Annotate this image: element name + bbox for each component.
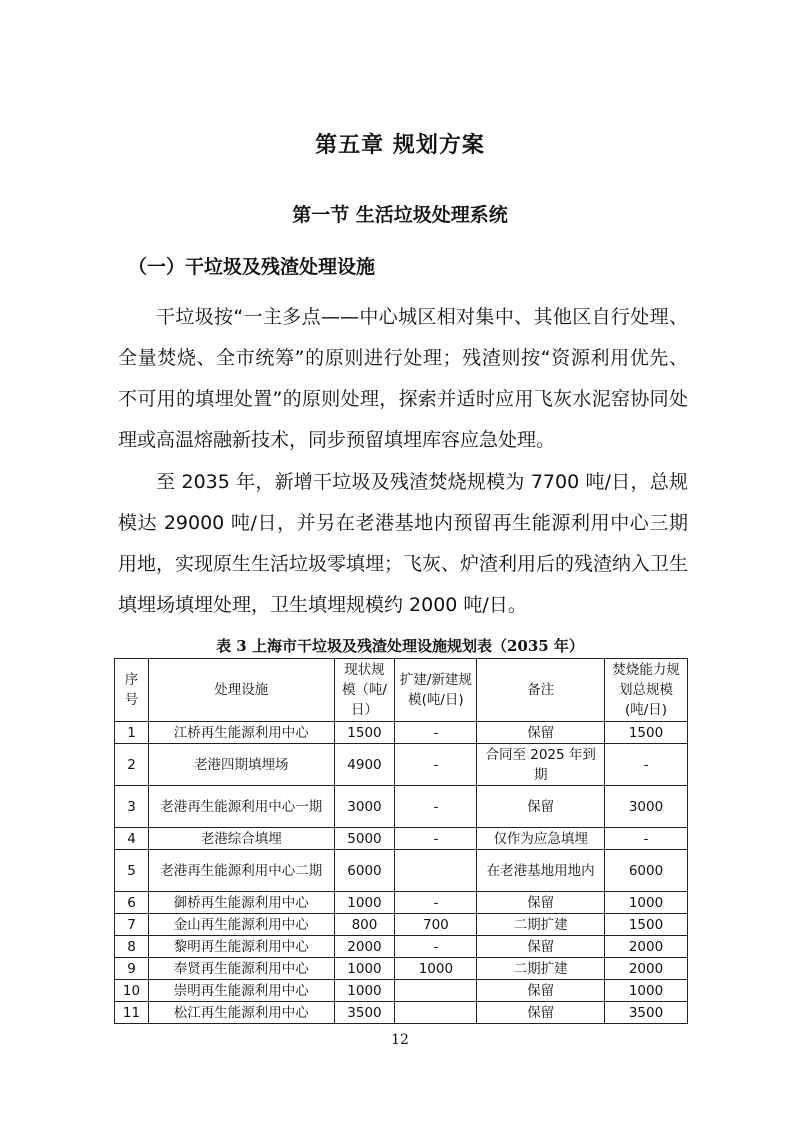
section-title: 第一节 生活垃圾处理系统 (292, 204, 508, 226)
cell-total: - (605, 828, 688, 850)
body-paragraph: 至 2035 年，新增干垃圾及残渣焚烧规模为 7700 吨/日，总规模达 29000 吨/日，并另在老港基地内预留再生能源利用中心三期用地，实现原生生活垃圾零填埋；飞灰、炉渣利用后的残渣纳入卫生填埋场填埋处理，卫生填埋规模约 2000 吨/日。 (118, 471, 689, 616)
header-current-scale: 现状规模（吨/日） (334, 659, 395, 722)
cell-expansion: 1000 (395, 958, 477, 980)
cell-expansion (395, 980, 477, 1002)
cell-total: - (605, 744, 688, 786)
cell-no: 3 (115, 786, 149, 828)
subsection-title: （一）干垃圾及残渣处理设施 (128, 256, 376, 278)
cell-expansion: 700 (395, 914, 477, 936)
table-row (115, 914, 688, 936)
cell-total: 3000 (605, 786, 688, 828)
cell-total: 2000 (605, 936, 688, 958)
cell-note: 二期扩建 (477, 914, 605, 936)
cell-no: 4 (115, 828, 149, 850)
page-number: 12 (391, 1032, 409, 1048)
cell-facility: 老港综合填埋 (148, 828, 334, 850)
table-row (115, 744, 688, 786)
cell-no: 7 (115, 914, 149, 936)
table-row (115, 980, 688, 1002)
cell-expansion: - (395, 936, 477, 958)
header-note: 备注 (477, 659, 605, 722)
cell-current: 1000 (334, 958, 395, 980)
chapter-title: 第五章 规划方案 (315, 133, 485, 158)
cell-note: 合同至 2025 年到期 (477, 744, 605, 786)
cell-current: 5000 (334, 828, 395, 850)
cell-total: 2000 (605, 958, 688, 980)
cell-note: 保留 (477, 1002, 605, 1024)
facilities-table (114, 658, 688, 1024)
cell-no: 9 (115, 958, 149, 980)
cell-no: 11 (115, 1002, 149, 1024)
table-row (115, 722, 688, 744)
cell-expansion: - (395, 744, 477, 786)
cell-expansion: - (395, 722, 477, 744)
cell-note: 仅作为应急填埋 (477, 828, 605, 850)
table-row (115, 936, 688, 958)
cell-expansion: - (395, 892, 477, 914)
cell-no: 6 (115, 892, 149, 914)
cell-total: 1500 (605, 722, 688, 744)
cell-current: 800 (334, 914, 395, 936)
cell-facility: 崇明再生能源利用中心 (148, 980, 334, 1002)
cell-facility: 老港再生能源利用中心二期 (148, 850, 334, 892)
cell-total: 3500 (605, 1002, 688, 1024)
cell-note: 保留 (477, 980, 605, 1002)
cell-note: 保留 (477, 722, 605, 744)
header-expansion-scale: 扩建/新建规模(吨/日) (395, 659, 477, 722)
table-header-row (115, 659, 688, 722)
cell-facility: 松江再生能源利用中心 (148, 1002, 334, 1024)
cell-facility: 老港四期填埋场 (148, 744, 334, 786)
cell-note: 在老港基地用地内 (477, 850, 605, 892)
table-caption: 表 3 上海市干垃圾及残渣处理设施规划表（2035 年） (216, 637, 584, 655)
cell-no: 1 (115, 722, 149, 744)
cell-expansion (395, 850, 477, 892)
cell-total: 1000 (605, 980, 688, 1002)
table-row (115, 786, 688, 828)
cell-current: 3500 (334, 1002, 395, 1024)
cell-facility: 御桥再生能源利用中心 (148, 892, 334, 914)
cell-current: 2000 (334, 936, 395, 958)
cell-facility: 黎明再生能源利用中心 (148, 936, 334, 958)
cell-note: 二期扩建 (477, 958, 605, 980)
table-row (115, 958, 688, 980)
cell-note: 保留 (477, 786, 605, 828)
cell-facility: 江桥再生能源利用中心 (148, 722, 334, 744)
cell-current: 1000 (334, 892, 395, 914)
cell-total: 6000 (605, 850, 688, 892)
cell-current: 6000 (334, 850, 395, 892)
cell-current: 4900 (334, 744, 395, 786)
cell-note: 保留 (477, 936, 605, 958)
cell-no: 5 (115, 850, 149, 892)
cell-expansion: - (395, 828, 477, 850)
cell-facility: 奉贤再生能源利用中心 (148, 958, 334, 980)
cell-expansion (395, 1002, 477, 1024)
cell-facility: 老港再生能源利用中心一期 (148, 786, 334, 828)
table-row (115, 892, 688, 914)
cell-no: 10 (115, 980, 149, 1002)
cell-total: 1500 (605, 914, 688, 936)
cell-current: 1000 (334, 980, 395, 1002)
cell-note: 保留 (477, 892, 605, 914)
cell-facility: 金山再生能源利用中心 (148, 914, 334, 936)
table-row (115, 1002, 688, 1024)
header-total-capacity: 焚烧能力规划总规模(吨/日) (605, 659, 688, 722)
table-row (115, 828, 688, 850)
cell-no: 8 (115, 936, 149, 958)
body-paragraph: 干垃圾按“一主多点——中心城区相对集中、其他区自行处理、全量焚烧、全市统筹”的原则进行处理；残渣则按“资源利用优先、不可用的填埋处置”的原则处理，探索并适时应用飞灰水泥窑协同处理或高温熔融新技术，同步预留填埋库容应急处理。 (118, 306, 688, 451)
header-no: 序号 (115, 659, 149, 722)
cell-current: 3000 (334, 786, 395, 828)
cell-total: 1000 (605, 892, 688, 914)
table-row (115, 850, 688, 892)
cell-current: 1500 (334, 722, 395, 744)
header-facility: 处理设施 (148, 659, 334, 722)
cell-expansion: - (395, 786, 477, 828)
cell-no: 2 (115, 744, 149, 786)
